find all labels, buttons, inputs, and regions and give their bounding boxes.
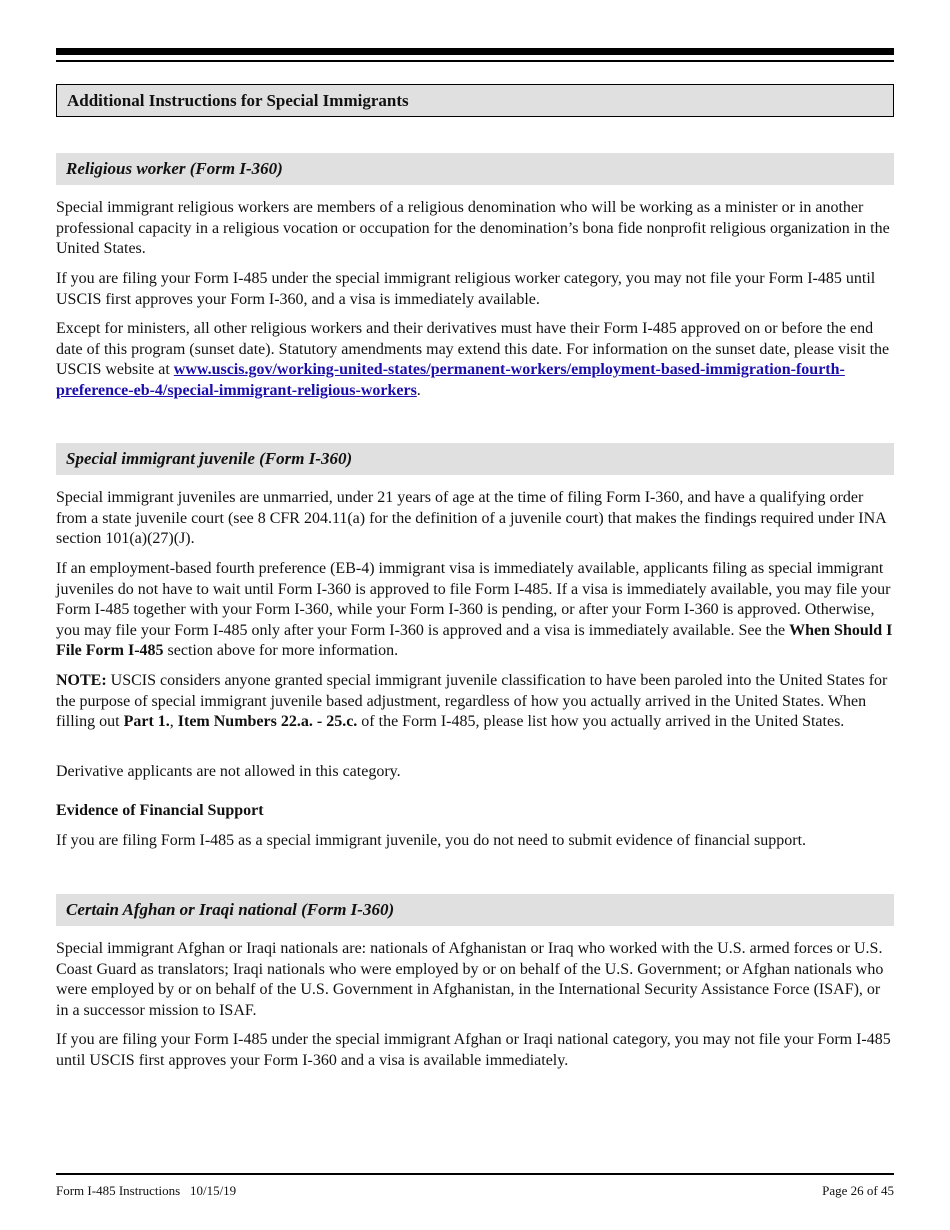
paragraph-text: If an employment-based fourth preference (EB-4) immigrant visa is immediately available, applicants filing as special immigrant juveniles do not have to wait until Form I-360 is approved to file Form I-485. If a visa is immediately available, you may file your Form I-485 together with your Form I-360, while your Form I-360 is pending, or after your Form I-360 is approved. Otherwise, you may file your Form I-485 only after your Form I-360 is approved and a visa is immediately available. See the xyxy=(56,560,891,639)
paragraph: Special immigrant juveniles are unmarried, under 21 years of age at the time of filing Form I-360, and have a qualifying order from a state juvenile court (see 8 CFR 204.11(a) for the definition of a juvenile court) that makes the findings required under INA section 101(a)(27)(J). xyxy=(56,489,886,548)
paragraph: Derivative applicants are not allowed in this category. xyxy=(56,763,401,780)
footer-rule xyxy=(56,1173,894,1175)
bold-reference: When Should I File Form I-485 xyxy=(56,621,893,660)
section-header-special-immigrant-juvenile xyxy=(56,443,894,475)
note-label: NOTE: xyxy=(56,672,107,689)
section-header-religious-worker xyxy=(56,153,894,185)
note-paragraph xyxy=(56,671,894,733)
main-section-header xyxy=(56,84,894,117)
paragraph-eb4 xyxy=(56,559,894,662)
paragraph-text: Except for ministers, all other religious workers and their derivatives must have their Form I-485 approved on or before the end date of this program (sunset date). Statutory amendments may extend this date. For information on the sunset date, please visit the USCIS website at xyxy=(56,320,890,379)
main-section-title: Additional Instructions for Special Immigrants xyxy=(67,91,409,110)
paragraph: Special immigrant Afghan or Iraqi nationals are: nationals of Afghanistan or Iraq who worked with the U.S. armed forces or U.S. Coast Guard as translators; Iraqi nationals who were employed by or on behalf of the U.S. Government; or Afghan nationals who were employed by or on behalf of the U.S. Government in Afghanistan, in the International Security Assistance Force (ISAF), or in a successor mission to ISAF. xyxy=(56,940,884,1019)
paragraph-text: . xyxy=(416,381,421,399)
paragraph-text: of the Form I-485, please list how you actually arrived in the United States. xyxy=(357,713,845,731)
paragraph: If you are filing Form I-485 as a special immigrant juvenile, you do not need to submit evidence of financial support. xyxy=(56,832,807,849)
top-thin-rule xyxy=(56,60,894,62)
paragraph-sunset-date xyxy=(56,319,894,401)
top-thick-rule xyxy=(56,48,894,55)
footer-page-number: Page 26 of 45 xyxy=(822,1183,894,1198)
bold-reference: Part 1. xyxy=(123,713,170,731)
document-page xyxy=(56,0,894,1230)
section-title: Religious worker (Form I-360) xyxy=(66,159,283,178)
paragraph: If you are filing your Form I-485 under the special immigrant religious worker category, you may not file your Form I-485 until USCIS first approves your Form I-360, and a visa is immediately available. xyxy=(56,270,876,308)
subheading-financial-support: Evidence of Financial Support xyxy=(56,802,264,819)
paragraph: If you are filing your Form I-485 under the special immigrant Afghan or Iraqi national category, you may not file your Form I-485 until USCIS first approves your Form I-360 and a visa is available immediately. xyxy=(56,1031,891,1069)
paragraph-text: , xyxy=(169,713,178,731)
paragraph-text: section above for more information. xyxy=(163,642,399,660)
uscis-religious-workers-link[interactable]: www.uscis.gov/working-united-states/permanent-workers/employment-based-immigration-fourth-preference-eb-4/special-immigrant-religious-workers xyxy=(56,361,845,399)
paragraph: Special immigrant religious workers are members of a religious denomination who will be working as a minister or in another professional capacity in a religious vocation or occupation for the denomination’s bona fide nonprofit religious organization in the United States. xyxy=(56,199,890,258)
section-title: Special immigrant juvenile (Form I-360) xyxy=(66,449,353,468)
bold-reference: Item Numbers 22.a. - 25.c. xyxy=(177,713,358,731)
paragraph-text: USCIS considers anyone granted special immigrant juvenile classification to have been paroled into the United States for the purpose of special immigrant juvenile based adjustment, regardless of how you actually arrived in the United States. When filling out xyxy=(56,672,888,731)
section-header-afghan-iraqi-national xyxy=(56,894,894,926)
footer-form-edition: Form I-485 Instructions 10/15/19 xyxy=(56,1183,237,1198)
section-title: Certain Afghan or Iraqi national (Form I-360) xyxy=(66,900,395,919)
